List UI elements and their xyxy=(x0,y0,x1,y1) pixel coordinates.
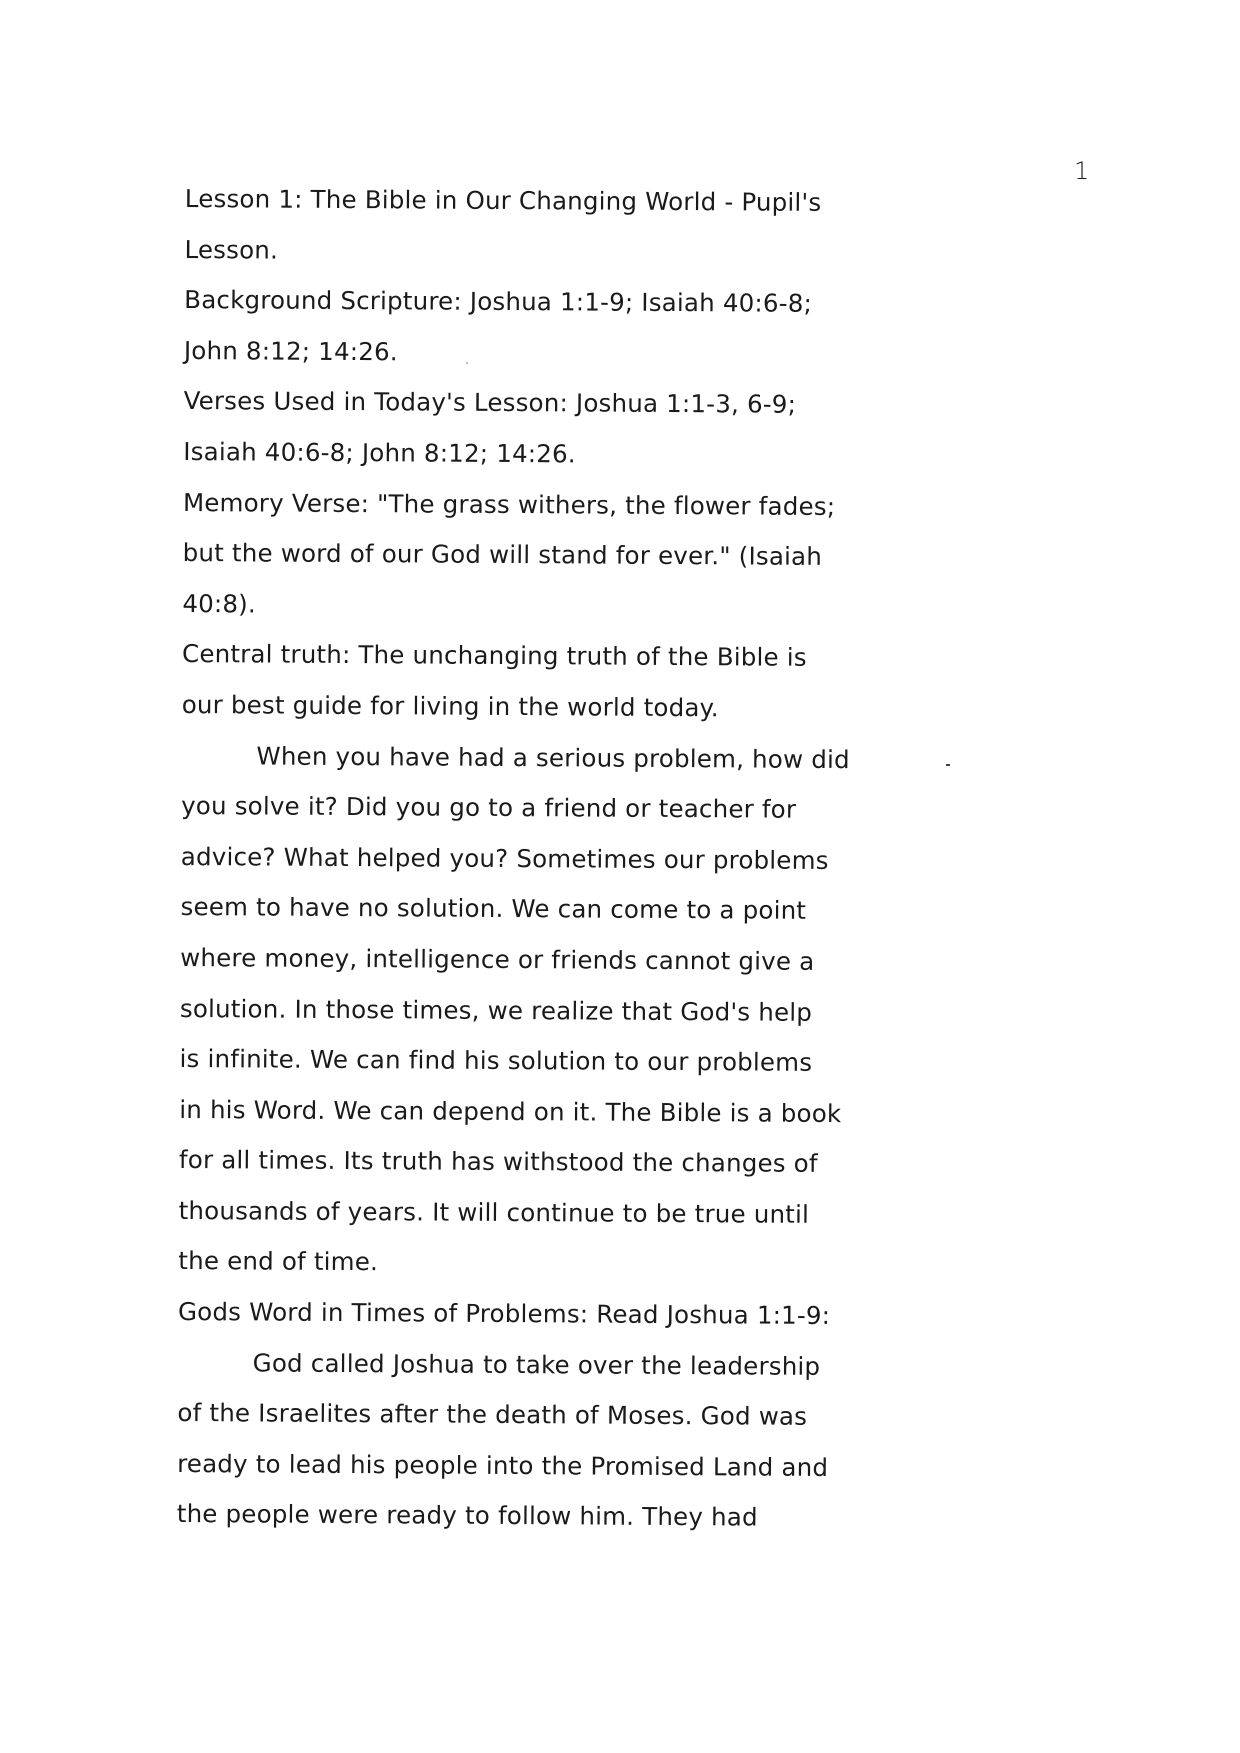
text-line: in his Word. We can depend on it. The Bible is a book xyxy=(179,1094,842,1128)
text-line: is infinite. We can find his solution to our problems xyxy=(179,1044,813,1077)
lesson-text xyxy=(176,174,850,1544)
text-line: John 8:12; 14:26. xyxy=(183,335,398,367)
text-line: you solve it? Did you go to a friend or teacher for xyxy=(181,791,797,824)
text-line: but the word of our God will stand for ever." (Isaiah xyxy=(182,538,823,572)
text-line: for all times. Its truth has withstood the changes of xyxy=(178,1145,818,1179)
text-line: the end of time. xyxy=(178,1246,379,1277)
text-line: the people were ready to follow him. They had xyxy=(176,1499,758,1532)
text-line: Memory Verse: "The grass withers, the flower fades; xyxy=(182,487,836,521)
text-line: Lesson 1: The Bible in Our Changing World - Pupil's xyxy=(184,183,822,217)
text-line: Verses Used in Today's Lesson: Joshua 1:1-3, 6-9; xyxy=(183,386,797,420)
scan-mark xyxy=(946,764,950,766)
text-line: When you have had a serious problem, how did xyxy=(256,740,850,774)
text-line: where money, intelligence or friends cannot give a xyxy=(180,942,815,976)
text-line: Gods Word in Times of Problems: Read Joshua 1:1-9: xyxy=(177,1297,831,1331)
text-line: ready to lead his people into the Promised Land and xyxy=(177,1448,829,1482)
page-number: 1 xyxy=(1074,157,1090,185)
text-line: God called Joshua to take over the leadership xyxy=(252,1348,821,1381)
text-line: Lesson. xyxy=(184,234,279,265)
text-line: advice? What helped you? Sometimes our problems xyxy=(180,841,829,875)
text-line: of the Israelites after the death of Moses. God was xyxy=(177,1398,808,1432)
text-line: Central truth: The unchanging truth of the Bible is xyxy=(181,639,807,673)
text-line: our best guide for living in the world today. xyxy=(181,689,719,723)
text-line: seem to have no solution. We can come to a point xyxy=(180,892,807,926)
text-line: 40:8). xyxy=(182,588,257,619)
text-line: thousands of years. It will continue to be true until xyxy=(178,1195,810,1229)
text-line: Isaiah 40:6-8; John 8:12; 14:26. xyxy=(183,436,576,469)
text-line: solution. In those times, we realize that God's help xyxy=(179,993,813,1027)
text-line: Background Scripture: Joshua 1:1-9; Isaiah 40:6-8; xyxy=(184,285,813,319)
